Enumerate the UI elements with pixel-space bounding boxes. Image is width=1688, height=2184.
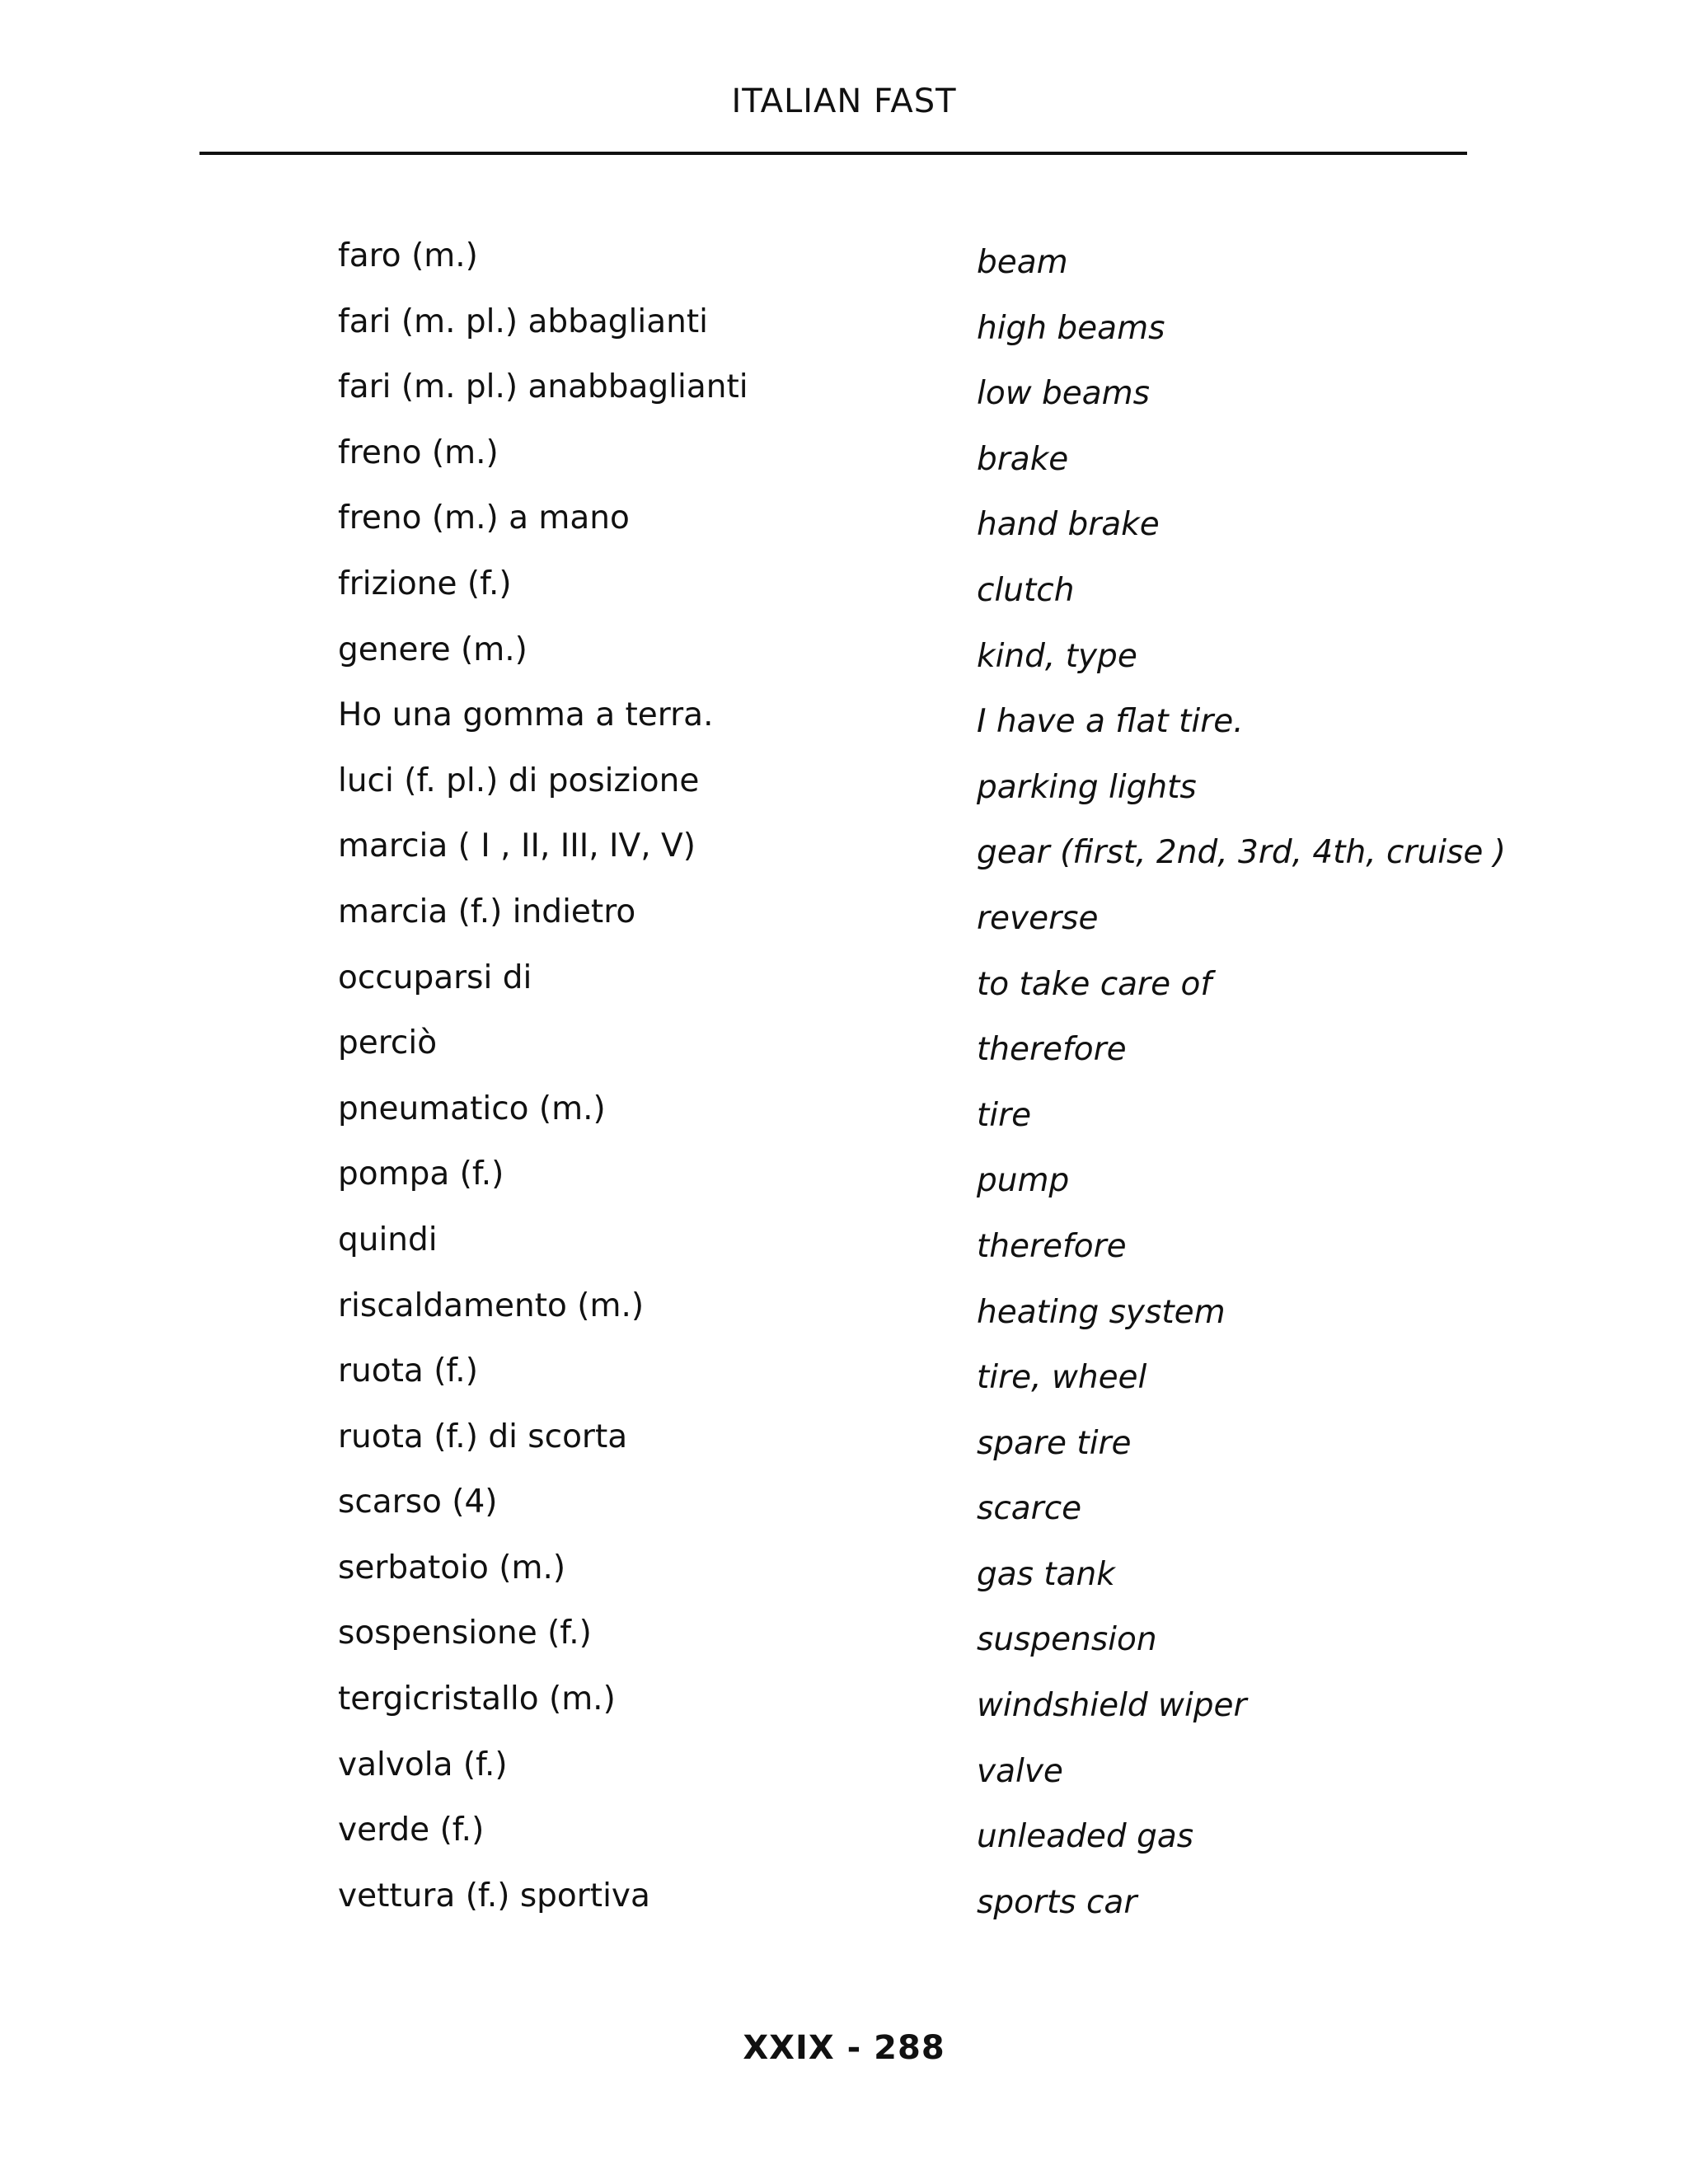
vocab-term: marcia (f.) indietro <box>338 893 636 930</box>
vocab-term: faro (m.) <box>338 237 478 274</box>
vocab-term: pneumatico (m.) <box>338 1090 606 1127</box>
list-item <box>0 631 1688 697</box>
vocab-translation: sports car <box>977 1883 1137 1921</box>
vocab-term: sospensione (f.) <box>338 1615 592 1652</box>
vocab-term: quindi <box>338 1221 438 1258</box>
list-item <box>0 827 1688 893</box>
vocab-translation: I have a flat tire. <box>977 703 1244 741</box>
vocab-translation: clutch <box>977 571 1075 609</box>
vocab-translation: tire <box>977 1096 1032 1134</box>
vocabulary-list <box>0 237 1688 1943</box>
vocab-translation: windshield wiper <box>977 1687 1247 1725</box>
vocab-translation: suspension <box>977 1621 1157 1659</box>
vocab-term: pompa (f.) <box>338 1155 504 1193</box>
list-item <box>0 1680 1688 1746</box>
vocab-translation: kind, type <box>977 637 1137 675</box>
vocab-translation: spare tire <box>977 1424 1132 1462</box>
list-item <box>0 565 1688 631</box>
list-item <box>0 1483 1688 1549</box>
list-item <box>0 1811 1688 1877</box>
vocab-term: marcia ( I , II, III, IV, V) <box>338 827 696 865</box>
vocab-translation: high beams <box>977 309 1165 347</box>
vocab-term: freno (m.) <box>338 434 499 471</box>
vocab-translation: gas tank <box>977 1555 1115 1593</box>
vocab-translation: tire, wheel <box>977 1359 1147 1397</box>
vocab-translation: brake <box>977 440 1069 478</box>
list-item <box>0 1221 1688 1287</box>
vocab-term: verde (f.) <box>338 1811 485 1849</box>
vocab-term: fari (m. pl.) abbaglianti <box>338 302 708 340</box>
vocab-translation: hand brake <box>977 506 1160 544</box>
header-divider <box>199 152 1467 155</box>
vocab-translation: heating system <box>977 1293 1226 1331</box>
vocab-term: riscaldamento (m.) <box>338 1286 645 1324</box>
list-item <box>0 368 1688 434</box>
list-item <box>0 1615 1688 1680</box>
vocab-translation: parking lights <box>977 768 1197 806</box>
list-item <box>0 1352 1688 1418</box>
page-number: XXIX - 288 <box>743 2029 945 2067</box>
list-item <box>0 434 1688 500</box>
vocab-term: Ho una gomma a terra. <box>338 696 714 734</box>
vocab-term: ruota (f.) <box>338 1352 478 1390</box>
vocab-term: valvola (f.) <box>338 1746 508 1783</box>
list-item <box>0 762 1688 828</box>
vocab-term: serbatoio (m.) <box>338 1549 566 1586</box>
list-item <box>0 237 1688 303</box>
list-item <box>0 1155 1688 1221</box>
vocab-term: frizione (f.) <box>338 565 512 602</box>
vocab-term: tergicristallo (m.) <box>338 1680 616 1718</box>
page-title: ITALIAN FAST <box>731 82 957 120</box>
vocab-term: occuparsi di <box>338 958 532 996</box>
list-item <box>0 1418 1688 1484</box>
vocab-term: luci (f. pl.) di posizione <box>338 762 700 799</box>
list-item <box>0 1549 1688 1615</box>
vocab-translation: therefore <box>977 1031 1127 1069</box>
vocab-term: perciò <box>338 1024 438 1062</box>
list-item <box>0 696 1688 762</box>
vocab-term: vettura (f.) sportiva <box>338 1877 650 1915</box>
list-item <box>0 499 1688 565</box>
vocab-term: genere (m.) <box>338 630 528 668</box>
vocab-translation: valve <box>977 1752 1063 1790</box>
list-item <box>0 1877 1688 1943</box>
vocab-translation: gear (first, 2nd, 3rd, 4th, cruise ) <box>977 834 1506 872</box>
list-item <box>0 1746 1688 1812</box>
vocab-translation: scarce <box>977 1490 1082 1528</box>
list-item <box>0 1024 1688 1090</box>
vocab-translation: beam <box>977 244 1068 281</box>
vocab-translation: low beams <box>977 375 1150 413</box>
vocab-translation: unleaded gas <box>977 1818 1194 1856</box>
vocab-term: ruota (f.) di scorta <box>338 1418 628 1455</box>
list-item <box>0 1287 1688 1353</box>
vocab-translation: to take care of <box>977 965 1212 1003</box>
list-item <box>0 303 1688 369</box>
vocab-translation: therefore <box>977 1227 1127 1265</box>
vocab-term: fari (m. pl.) anabbaglianti <box>338 368 748 406</box>
list-item <box>0 1090 1688 1156</box>
vocab-translation: pump <box>977 1162 1070 1200</box>
vocab-translation: reverse <box>977 899 1099 937</box>
vocab-term: freno (m.) a mano <box>338 499 630 537</box>
vocab-term: scarso (4) <box>338 1483 498 1521</box>
list-item <box>0 959 1688 1025</box>
list-item <box>0 893 1688 959</box>
